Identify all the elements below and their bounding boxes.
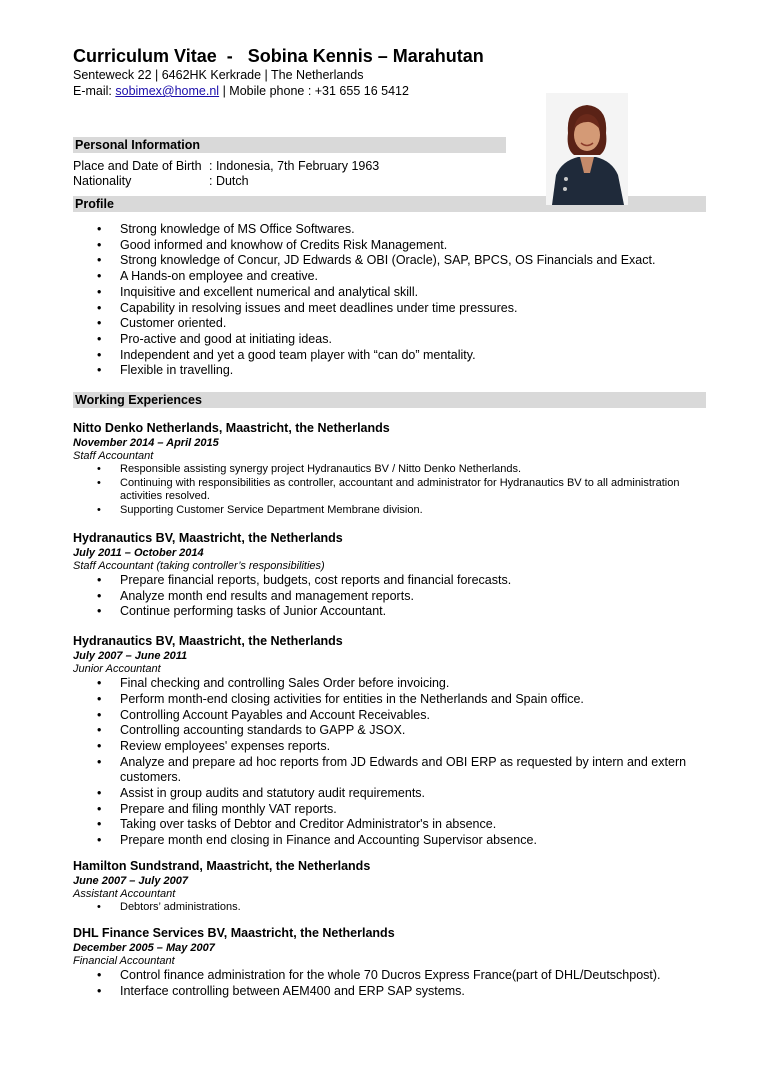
job-entry [73, 421, 706, 517]
nationality-label: Nationality [73, 174, 132, 188]
job-task-list [73, 901, 706, 915]
job-task: • Debtors’ administrations. [73, 901, 706, 915]
job-entry [73, 634, 706, 849]
cv-title: Curriculum Vitae - Sobina Kennis – Marahutan [73, 46, 484, 66]
experience-heading: Working Experiences [73, 392, 706, 408]
job-task: • Final checking and controlling Sales Order before invoicing. [73, 676, 706, 692]
job-task: • Controlling Account Payables and Account Receivables. [73, 708, 706, 724]
job-task: • Continuing with responsibilities as controller, accountant and administrator for Hydranautics BV to all administration activities resolved. [73, 477, 706, 504]
profile-item: • Pro-active and good at initiating ideas. [73, 332, 706, 348]
job-dates: November 2014 – April 2015 [73, 437, 219, 450]
profile-item: • Capability in resolving issues and meet deadlines under time pressures. [73, 301, 706, 317]
job-task-list [73, 676, 706, 849]
job-role: Financial Accountant [73, 955, 175, 968]
job-task: • Prepare month end closing in Finance and Accounting Supervisor absence. [73, 833, 706, 849]
job-task: • Perform month-end closing activities for entities in the Netherlands and Spain office. [73, 692, 706, 708]
profile-heading: Profile [73, 196, 706, 212]
job-dates: June 2007 – July 2007 [73, 874, 188, 887]
job-dates: July 2011 – October 2014 [73, 547, 204, 560]
job-dates: December 2005 – May 2007 [73, 942, 215, 955]
job-task: • Analyze and prepare ad hoc reports from JD Edwards and OBI ERP as requested by intern and extern customers. [73, 755, 706, 786]
job-dates: July 2007 – June 2011 [73, 650, 188, 663]
birth-label: Place and Date of Birth [73, 159, 202, 173]
profile-photo [546, 93, 628, 205]
job-entry [73, 531, 706, 620]
job-role: Junior Accountant [73, 663, 161, 676]
profile-list [73, 222, 706, 379]
job-task: • Responsible assisting synergy project Hydranautics BV / Nitto Denko Netherlands. [73, 463, 706, 477]
job-role: Assistant Accountant [73, 887, 176, 900]
job-task: • Continue performing tasks of Junior Accountant. [73, 604, 706, 620]
profile-item: • Independent and yet a good team player with “can do” mentality. [73, 348, 706, 364]
job-company: Nitto Denko Netherlands, Maastricht, the Netherlands [73, 421, 390, 436]
job-role: Staff Accountant [73, 450, 154, 463]
job-entry [73, 859, 706, 915]
job-task: • Interface controlling between AEM400 and ERP SAP systems. [73, 984, 706, 1000]
job-task: • Prepare and filing monthly VAT reports. [73, 802, 706, 818]
profile-item: • Flexible in travelling. [73, 363, 706, 379]
profile-item: • Good informed and knowhow of Credits Risk Management. [73, 238, 706, 254]
profile-item: • Strong knowledge of Concur, JD Edwards & OBI (Oracle), SAP, BPCS, OS Financials and Exact. [73, 253, 706, 269]
job-entry [73, 926, 706, 999]
address-line: Senteweck 22 | 6462HK Kerkrade | The Netherlands [73, 68, 364, 82]
nationality-value: : Dutch [209, 174, 249, 188]
job-task: • Supporting Customer Service Department Membrane division. [73, 504, 706, 518]
email-label: E-mail: [73, 84, 116, 98]
job-task: • Review employees' expenses reports. [73, 739, 706, 755]
job-task-list [73, 573, 706, 620]
job-task: • Control finance administration for the whole 70 Ducros Express France(part of DHL/Deutschpost). [73, 968, 706, 984]
job-company: Hydranautics BV, Maastricht, the Netherlands [73, 531, 343, 546]
phone-text: | Mobile phone : +31 655 16 5412 [219, 84, 409, 98]
job-task: • Assist in group audits and statutory audit requirements. [73, 786, 706, 802]
job-company: DHL Finance Services BV, Maastricht, the Netherlands [73, 926, 395, 941]
profile-item: • Customer oriented. [73, 316, 706, 332]
personal-info-heading: Personal Information [73, 137, 506, 153]
profile-item: • Inquisitive and excellent numerical and analytical skill. [73, 285, 706, 301]
job-task: • Prepare financial reports, budgets, cost reports and financial forecasts. [73, 573, 706, 589]
job-task: • Controlling accounting standards to GAPP & JSOX. [73, 723, 706, 739]
email-link[interactable]: sobimex@home.nl [115, 84, 220, 98]
job-role: Staff Accountant (taking controller’s responsibilities) [73, 560, 325, 573]
jobs-list [73, 421, 706, 1000]
profile-item: • Strong knowledge of MS Office Softwares. [73, 222, 706, 238]
job-task: • Analyze month end results and management reports. [73, 589, 706, 605]
job-task-list [73, 968, 706, 999]
job-company: Hydranautics BV, Maastricht, the Netherlands [73, 634, 343, 649]
job-task: • Taking over tasks of Debtor and Creditor Administrator's in absence. [73, 817, 706, 833]
job-task-list [73, 463, 706, 517]
birth-value: : Indonesia, 7th February 1963 [209, 159, 380, 173]
profile-item: • A Hands-on employee and creative. [73, 269, 706, 285]
job-company: Hamilton Sundstrand, Maastricht, the Netherlands [73, 858, 371, 873]
